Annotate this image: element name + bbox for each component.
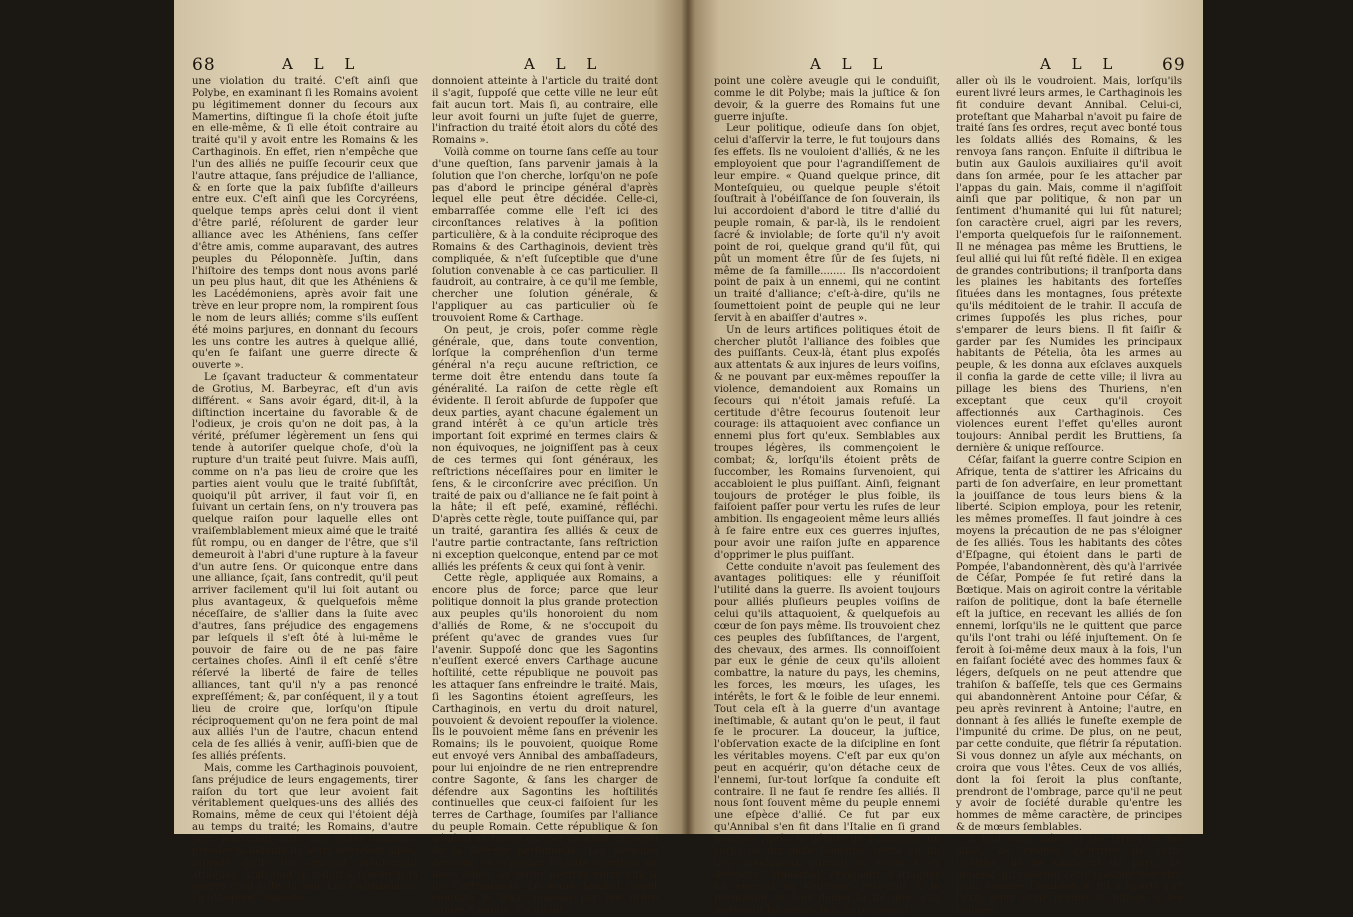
left-running-head-1: A L L bbox=[282, 55, 363, 73]
right-running-head-2: A L L bbox=[1040, 55, 1121, 73]
left-page bbox=[174, 0, 690, 917]
paragraph: Leur politique, odieuſe dans ſon objet, celui d'aſſervir la terre, le fut toujours dans ſes effets. Ils ne vouloient d'alliés, & ne les employoient que pour l'agrandiſſement de leur empire. « Quand quelque prince, dit Monteſquieu, ou quelque peuple s'étoit ſouſtrait à l'obéiſſance de ſon ſouverain, ils lui accordoient d'abord le titre d'allié du peuple romain, & par-là, ils le rendoient ſacré & inviolable; de ſorte qu'il n'y avoit point de roi, quelque grand qu'il fût, qui pût un moment être ſûr de ſes ſujets, ni même de ſa famille........ Ils n'accordoient point de paix à un ennemi, qui ne contint un traité d'alliance; c'eſt-à-dire, qu'ils ne ſoumettoient point de peuple qui ne leur ſervit à en abaiſſer d'autres ». bbox=[714, 123, 940, 324]
right-column-2 bbox=[956, 76, 1182, 917]
left-column-2 bbox=[432, 76, 658, 917]
paragraph: Un de leurs artifices politiques étoit de chercher plutôt l'alliance des foibles que des puiſſants. Ceux-là, étant plus expoſés aux attentats & aux injures de leurs voiſins, & ne pouvant par eux-mêmes repouſſer la violence, demandoient aux Romains un ſecours qui n'étoit jamais refuſé. La certitude d'être ſecourus ſoutenoit leur courage: ils attaquoient avec confiance un ennemi plus fort qu'eux. Semblables aux troupes légères, ils commençoient le combat; &, lorſqu'ils étoient prêts de ſuccomber, les Romains ſurvenoient, qui accabloient le plus puiſſant. Ainſi, feignant toujours de protéger le plus foible, ils faiſoient paſſer pour vertu les ruſes de leur ambition. Ils engageoient même leurs alliés à ſe faire entre eux ces guerres injuſtes, pour avoir une raiſon juſte en apparence d'opprimer le plus puiſſant. bbox=[714, 324, 940, 561]
paragraph: donnoient atteinte à l'article du traité dont il s'agit, ſuppoſé que cette ville ne leur eût fait aucun tort. Mais ſi, au contraire, elle leur avoit fourni un juſte ſujet de guerre, l'infraction du traité étoit alors du côté des Romains ». bbox=[432, 76, 658, 147]
paragraph: On peut, je crois, poſer comme règle générale, que, dans toute convention, lorſque la compréhenſion d'un terme général n'a reçu aucune reſtriction, ce terme doit être entendu dans toute ſa généralité. La raiſon de cette règle eſt évidente. Il ſeroit abſurde de ſuppoſer que deux parties, ayant chacune également un grand intérêt à ce qu'un article très important ſoit exprimé en termes clairs & non équivoques, ne joigniſſent pas à ceux de ces termes qui ſont généraux, les reſtrictions néceſſaires pour en limiter le ſens, & le circonſcrire avec préciſion. Un traité de paix ou d'alliance ne ſe fait point à la hâte; il eſt peſé, examiné, réfléchi. D'après cette règle, toute puiſſance qui, par un traité, garantira ſes alliés & ceux de l'autre partie contractante, ſans reſtriction ni exception quelconque, entend par ce mot alliés les préſents & ceux qui ſont à venir. bbox=[432, 324, 658, 573]
book-gutter-shadow bbox=[681, 0, 695, 834]
paragraph: point une colère aveugle qui le conduiſit, comme le dit Polybe; mais la juſtice & ſon devoir, & la guerre des Romains fut une guerre injuſte. bbox=[714, 76, 940, 123]
right-page-number: 69 bbox=[1162, 55, 1186, 75]
left-running-head-2: A L L bbox=[524, 55, 605, 73]
left-column-1 bbox=[192, 76, 418, 905]
paragraph: Voilà comme on tourne ſans ceſſe au tour d'une queſtion, ſans parvenir jamais à la ſolution que l'on cherche, lorſqu'on ne poſe pas d'abord le principe général d'après lequel elle peut être décidée. Celle-ci, embarraſſée comme elle l'eſt ici des circonſtances relatives à la poſition particulière, & à la conduite réciproque des Romains & des Carthaginois, devient très compliquée, & n'eſt ſuſceptible que d'une ſolution convenable à ce cas particulier. Il faudroit, au contraire, à ce qu'il me ſemble, chercher une ſolution générale, & l'appliquer au cas particulier où ſe trouvoient Rome & Carthage. bbox=[432, 147, 658, 324]
left-page-number: 68 bbox=[192, 55, 216, 75]
right-running-head-1: A L L bbox=[810, 55, 891, 73]
paragraph: aller où ils le voudroient. Mais, lorſqu'ils eurent livré leurs armes, le Carthaginois les fit conduire devant Annibal. Celui-ci, proteſtant que Maharbal n'avoit pu faire de traité ſans ſes ordres, reçut avec bonté tous les ſoldats alliés des Romains, & les renvoya ſans rançon. Enſuite il diſtribua le butin aux Gaulois auxiliaires qu'il avoit dans ſon armée, pour ſe les attacher par l'appas du gain. Mais, comme il n'agiſſoit ainſi que par politique, & non par un ſentiment d'humanité qui lui fût naturel; ſon caractère cruel, aigri par les revers, l'emporta quelquefois ſur le raiſonnement. Il ne ménagea pas même les Bruttiens, le ſeul allié qui lui fût reſté fidèle. Il en exigea de grandes contributions; il tranſporta dans les plaines les habitants des forteſſes ſituées dans les montagnes, ſous prétexte qu'ils méditoient de le trahir. Il accuſa de crimes ſuppoſés les plus riches, pour s'emparer de leurs biens. Il fit ſaiſir & garder par ſes Numides les principaux habitants de Pételia, ôta les armes au peuple, & les donna aux eſclaves auxquels il confia la garde de cette ville; il livra au pillage les biens des Thuriens, n'en exceptant que ceux qu'il croyoit affectionnés aux Carthaginois. Ces violences eurent l'effet qu'elles auront toujours: Annibal perdit les Bruttiens, ſa dernière & unique reſſource. bbox=[956, 76, 1182, 455]
paragraph: Il faut auſſi ménager les terres de ſes alliés, de crainte qu'irrités de cette injuſtice, ils ne changent de parti. Le général qui violeroit cette maxime doit être puni, comme Thimbron le fut à Sparte par l'exil, pour avoir permis le pillage à ſes troupes bbox=[956, 834, 1182, 917]
paragraph: Cette conduite n'avoit pas ſeulement des avantages politiques: elle y réuniſſoit l'utilité dans la guerre. Ils avoient toujours pour alliés pluſieurs peuples voiſins de celui qu'ils attaquoient, & quelquefois au cœur de ſon pays même. Ils trouvoient chez ces peuples des ſubſiſtances, de l'argent, des chevaux, des armes. Ils connoiſſoient par eux le génie de ceux qu'ils alloient combattre, la nature du pays, les chemins, les forces, les mœurs, les uſages, les intérêts, le fort & le foible de leur ennemi. Tout cela eſt à la guerre d'un avantage ineſtimable, & autant qu'on le peut, il faut ſe le procurer. La douceur, la juſtice, l'obſervation exacte de la diſcipline en ſont les véritables moyens. C'eſt par eux qu'on peut en acquérir, qu'on détache ceux de l'ennemi, ſur-tout lorſque ſa conduite eſt contraire. Il ne faut ſe rendre ſes alliés. Il nous ſont ſouvent même du peuple ennemi une eſpèce d'allié. Ce fut par eux qu'Annibal s'en fit dans l'Italie en ſi grand nombre. Après la défaite de Flaminius, un corps de dix mille Romains, retiré en un lieu avantageux, prenoit la réſolu à s'y défendre. Maharbal, craignant d'attaquer un ennemi au déſeſpoir, recourut à la perſuaſion, & leur donna ſa foi que, s'ils mettoient les armes bas, ils pouvoient bbox=[714, 561, 940, 917]
paragraph: une violation du traité. C'eſt ainſi que Polybe, en examinant ſi les Romains avoient pu légitimement donner du ſecours aux Mamertins, diſtingue ſi la choſe étoit juſte en elle-même, & ſi elle étoit contraire au traité qu'il y avoit entre les Romains & les Carthaginois. En effet, rien n'empêche que l'un des alliés ne puiſſe ſecourir ceux que l'autre attaque, ſans préjudice de l'alliance, & en ſorte que la paix ſubſiſte d'ailleurs entre eux. C'eſt ainſi que les Corcyréens, quelque temps après celui dont il vient d'être parlé, réſolurent de garder leur alliance avec les Athéniens, ſans ceſſer d'être amis, comme auparavant, des autres peuples du Péloponnèſe. Juſtin, dans l'hiſtoire des temps dont nous avons parlé un peu plus haut, dit que les Athéniens & les Lacédémoniens, après avoir fait une trève en leur propre nom, la rompirent ſous le nom de leurs alliés; comme s'ils euſſent été moins parjures, en donnant du ſecours les uns contre les autres à quelque allié, qu'en ſe faiſant une guerre directe & ouverte ». bbox=[192, 76, 418, 372]
paragraph: Le ſçavant traducteur & commentateur de Grotius, M. Barbeyrac, eſt d'un avis différent. « Sans avoir égard, dit-il, à la diſtinction incertaine du favorable & de l'odieux, je crois qu'on ne doit pas, à la vérité, préſumer légèrement un ſens qui tende à autoriſer quelque choſe, d'où la rupture d'un traité peut ſuivre. Mais auſſi, comme on n'a pas lieu de croire que les parties aient voulu que le traité ſubſiſtât, quoiqu'il pût arriver, il faut voir ſi, en ſuivant un certain ſens, on n'y trouvera pas quelque raiſon pour laquelle elles ont vraiſemblablement mieux aimé que le traité fût rompu, ou en danger de l'être, que s'il demeuroit à l'abri d'une rupture à la faveur d'un autre ſens. Or quiconque entre dans une alliance, ſçait, ſans contredit, qu'il peut arriver facilement qu'il lui ſoit autant ou plus avantageux, & quelquefois même néceſſaire, de s'allier dans la ſuite avec d'autres, ſans préjudice des engagemens par leſquels il s'eſt ôté à lui-même le pouvoir de faire ou de ne pas faire certaines choſes. Ainſi il eſt cenſé s'être réſervé la liberté de faire de telles alliances, tant qu'il n'y a pas renoncé expreſſément; &, par conſéquent, il y a tout lieu de croire que, lorſqu'on ſtipule réciproquement qu'on ne fera point de mal aux alliés l'un de l'autre, chacun entend cela de ſes alliés à venir, auſſi-bien que de ſes alliés préſents. bbox=[192, 372, 418, 763]
right-page bbox=[688, 0, 1203, 917]
paragraph: Mais, comme les Carthaginois pouvoient, ſans préjudice de leurs engagements, tirer raiſon du tort que leur avoient fait véritablement quelques-uns des alliés des Romains, même de ceux qui l'étoient déjà au temps du traité; les Romains, d'autre part, pouvoient auſſi, ſans violer l'alliance, prendre la défenſe de leurs nouveaux alliés, ſuppoſé qu'ils les cruſſent injuſtement attaqués. Ainſi tout ſe réduit à ſçavoir ſi la guerre étoit juſte ou non. Les Carthaginois, en attaquant Sagonte, bbox=[192, 762, 418, 905]
paragraph: Cette règle, appliquée aux Romains, a encore plus de force; parce que leur politique donnoit la plus grande protection aux peuples qu'ils honoroient du nom d'alliés de Rome, & ne s'occupoit du préſent qu'avec de grandes vues ſur l'avenir. Suppoſé donc que les Sagontins n'euſſent exercé envers Carthage aucune hoſtilité, cette république ne pouvoit pas les attaquer ſans enfreindre le traité. Mais, ſi les Sagontins étoient agreſſeurs, les Carthaginois, en vertu du droit naturel, pouvoient & devoient repouſſer la violence. Ils le pouvoient même ſans en prévenir les Romains; ils le pouvoient, quoique Rome eut envoyé vers Annibal des ambaſſadeurs, pour lui enjoindre de ne rien entreprendre contre Sagonte, & ſans les charger de défendre aux Sagontins les hoſtilités continuelles que ceux-ci faiſoient ſur les terres de Carthage, ſoumiſes par l'alliance du peuple Romain. Cette république & ſon général ne furent qu'uſer du droit univerſel de la défenſe perſonnelle. Les Romains devoient ou réprimer l'injuſte agreſſion de leurs alliés, ou reſter neutres entre eux & les Carthaginois. Le jeune Annibal, ayant conſulté le ſénat marcha par ſon ordre contre Sagonte. Ce ne fut bbox=[432, 573, 658, 917]
paragraph: Céſar, faiſant la guerre contre Scipion en Afrique, tenta de s'attirer les Africains du parti de ſon adverſaire, en leur promettant la jouiſſance de tous leurs biens & la liberté. Scipion employa, pour les retenir, les mêmes promeſſes. Il faut joindre à ces moyens la précaution de ne pas s'éloigner de ſes alliés. Tous les habitants des côtes d'Eſpagne, qui étoient dans le parti de Pompée, l'abandonnèrent, dès qu'à l'arrivée de Céſar, Pompée ſe fut retiré dans la Bœtique. Mais on agiroit contre la véritable raiſon de politique, dont la baſe éternelle eſt la juſtice, en recevant les alliés de ſon ennemi, lorſqu'ils ne le quittent que parce qu'ils l'ont trahi ou léſé injuſtement. On ſe feroit à ſoi-même deux maux à la fois, l'un en faiſant ſociété avec des hommes faux & légers, deſquels on ne peut attendre que trahiſon & baſſeſſe, tels que ces Germains qui abandonnèrent Antoine pour Céſar, & peu après revinrent à Antoine; l'autre, en donnant à ſes alliés le funeſte exemple de l'impunité du crime. De plus, on ne peut, par cette conduite, que flétrir ſa réputation. Si vous donnez un aſyle aux méchants, on croira que vous l'êtes. Ceux de vos alliés, dont la foi ſeroit la plus conſtante, prendront de l'ombrage, parce qu'il ne peut y avoir de ſociété durable qu'entre les hommes de même caractère, de principes & de mœurs ſemblables. bbox=[956, 455, 1182, 834]
right-column-1 bbox=[714, 76, 940, 917]
